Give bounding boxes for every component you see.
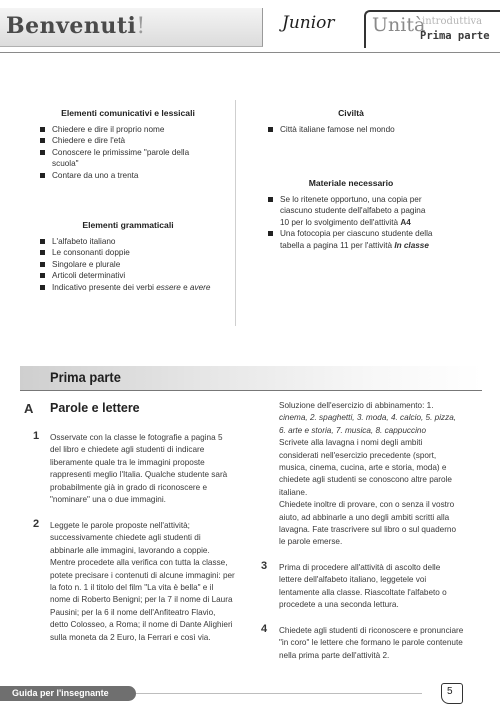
civilta-objectives <box>266 108 436 135</box>
section-letter: A <box>24 401 34 416</box>
materials-list <box>266 194 436 251</box>
communicative-list <box>38 124 218 181</box>
step-text: Osservate con la classe le fotografie a pagina 5 del libro e chiedete agli studenti di indicare liberamente quale tra le immagini proposte rappresenti meglio l'Italia. Qualche studente sarà probabilmente già in grado di riconoscere e "nominare" una o due immagini. <box>50 433 228 505</box>
list-item: Chiedere e dire il proprio nome <box>38 124 218 135</box>
communicative-objectives <box>38 108 218 181</box>
step-number: 3 <box>261 560 268 572</box>
unit-label: Unità <box>372 14 426 36</box>
solution-para: Scrivete alla lavagna i nomi degli ambiti considerati nell'esercizio precedente (sport, musica, cinema, cucina, arte e storia, moda) e chiedete agli studenti se conoscono altre parole italiane. <box>279 438 452 497</box>
list-item-text: Se lo ritenete opportuno, una copia per ciascuno studente dell'alfabeto a pagina 10 per lo svolgimento dell'attività <box>280 195 426 227</box>
list-item: Singolare e plurale <box>38 259 218 270</box>
section-bar-title: Prima parte <box>50 369 121 385</box>
list-item-text: Una fotocopia per ciascuno studente della tabella a pagina 11 per l'attività <box>280 229 433 250</box>
activity-ref: A4 <box>400 217 411 227</box>
step-text: Chiedete agli studenti di riconoscere e pronunciare "in coro" le lettere che formano le parole contenute nella prima parte dell'attività 2. <box>279 626 464 660</box>
step-number: 4 <box>261 623 268 635</box>
header-divider <box>0 52 500 53</box>
solution-text <box>279 400 464 437</box>
list-item: Conoscere le primissime "parole della scuola" <box>38 147 218 170</box>
footer-label: Guida per l'insegnante <box>12 688 109 698</box>
list-item: Le consonanti doppie <box>38 247 218 258</box>
civilta-list <box>266 124 436 135</box>
step-text: Leggete le parole proposte nell'attività; successivamente chiedete agli studenti di abbinarle alle immagini, lavorando a coppie. Mentre procedete alla verifica con tutta la classe, potete precisare i contenuti di alcune immagini: per la foto n. 1 il titolo del film "La vita è bella" e il nome di Roberto Benigni; per la 7 il nome di Laura Pausini; per la 6 il nome dell'Anfiteatro Flavio, detto Colosseo, a Roma; il nome di Dante Alighieri sulla moneta da 2 Euro, la Ferrari e così via. <box>50 521 235 642</box>
footer-rule <box>136 693 422 694</box>
solution-block <box>279 400 464 549</box>
unit-title-text: Benvenuti <box>6 13 137 39</box>
solution-lead: Soluzione dell'esercizio di abbinamento: 1. <box>279 401 434 410</box>
unit-sublabel: introduttiva <box>422 16 483 27</box>
activity-ref: In classe <box>394 240 429 250</box>
list-item: L'alfabeto italiano <box>38 236 218 247</box>
unit-title <box>6 13 146 39</box>
column-divider <box>235 100 236 326</box>
civilta-heading: Civiltà <box>338 108 364 118</box>
list-item: Articoli determinativi <box>38 270 218 281</box>
grammar-objectives <box>38 220 218 293</box>
verb-avere: avere <box>189 282 211 292</box>
materials-heading: Materiale necessario <box>308 178 394 188</box>
list-item <box>266 228 436 251</box>
materials-needed <box>266 178 436 251</box>
verb-essere: essere <box>156 282 181 292</box>
list-item-text: e <box>180 282 190 292</box>
page-number: 5 <box>447 686 453 697</box>
step-number: 2 <box>33 518 40 530</box>
list-item <box>38 282 218 293</box>
grammar-list <box>38 236 218 293</box>
solution-para: Chiedete inoltre di provare, con o senza il vostro aiuto, ad abbinarle a uno degli ambiti scritti alla lavagna. Fate trascrivere sul libro o sul quaderno le parole emerse. <box>279 500 457 547</box>
grammar-heading: Elementi grammaticali <box>82 220 174 230</box>
list-item: Chiedere e dire l'età <box>38 135 218 146</box>
list-item: Contare da uno a trenta <box>38 170 218 181</box>
unit-title-mark: ! <box>136 14 146 39</box>
list-item <box>266 194 436 228</box>
list-item-text: Indicativo presente dei verbi <box>52 282 157 292</box>
step-text: Prima di procedere all'attività di ascolto delle lettere dell'alfabeto italiano, leggetele voi lentamente alla classe. Riascoltate l'alfabeto o procedete a una seconda lettura. <box>279 563 447 610</box>
part-label: Prima parte <box>420 30 490 42</box>
communicative-heading: Elementi comunicativi e lessicali <box>61 108 195 118</box>
solution-answers: cinema, 2. spaghetti, 3. moda, 4. calcio, 5. pizza, 6. arte e storia, 7. musica, 8. cappuccino <box>279 413 457 435</box>
step-number: 1 <box>33 430 40 442</box>
list-item: Città italiane famose nel mondo <box>266 124 436 135</box>
junior-logo: Junior <box>282 13 335 33</box>
section-title: Parole e lettere <box>50 401 140 415</box>
